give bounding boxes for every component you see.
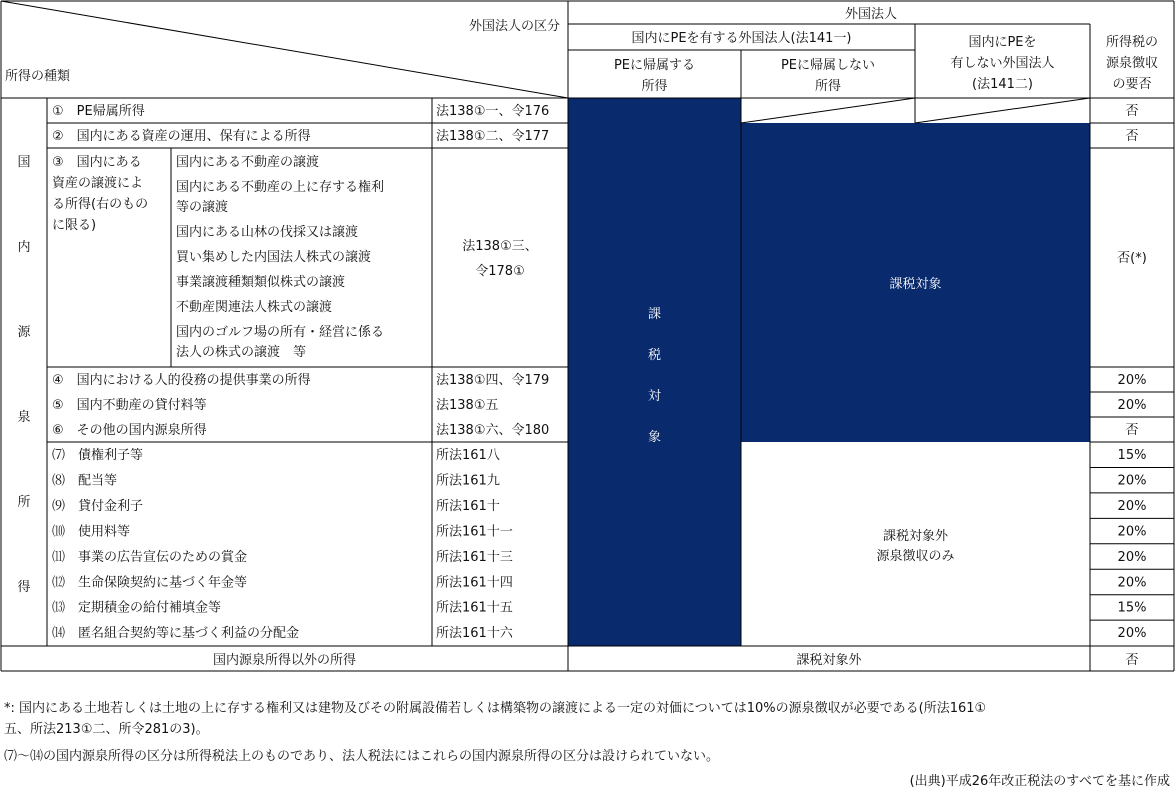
header-pe-nonattr-1: PEに帰属しない [780, 58, 876, 73]
side-label-2: 源 [17, 325, 31, 340]
row-law-mid-2: 法138①六、令180 [436, 423, 550, 438]
tax-block-label: 課税対象 [889, 277, 942, 292]
header-withholding-2: の要否 [1112, 77, 1152, 92]
row-wh-bottom-7: 20% [1117, 626, 1147, 642]
row-wh-bottom-3: 20% [1117, 524, 1147, 540]
header-no-pe-1: 有しない外国法人 [950, 56, 1055, 71]
side-label-1: 内 [17, 240, 31, 255]
row-label-bottom-6: ⒀ 定期積金の給付補填金等 [52, 600, 222, 616]
tax-vertical-1: 税 [647, 348, 662, 363]
row-label-bottom-0: ⑺ 債権利子等 [52, 448, 144, 463]
last-row-wh: 否 [1125, 653, 1139, 668]
header-withholding-1: 源泉徴収 [1105, 56, 1159, 71]
row3-label-0: ③ 国内にある [52, 155, 142, 170]
row-wh-mid-0: 20% [1117, 373, 1147, 388]
row3-item-6-0: 国内のゴルフ場の所有・経営に係る [176, 325, 385, 340]
row-law-bottom-7: 所法161十六 [436, 626, 513, 642]
row-label-top-1: ② 国内にある資産の運用、保有による所得 [52, 129, 311, 144]
row-law-bottom-6: 所法161十五 [436, 600, 513, 616]
row3-label-3: に限る) [52, 218, 97, 233]
side-label-3: 泉 [17, 410, 31, 425]
row3-item-6-1: 法人の株式の譲渡 等 [176, 345, 307, 360]
row-label-bottom-5: ⑿ 生命保険契約に基づく年金等 [52, 575, 248, 591]
row-law-mid-1: 法138①五 [436, 398, 499, 413]
row-wh-top-0: 否 [1125, 104, 1139, 119]
header-diagonal-bottom: 所得の種類 [5, 69, 71, 84]
row-wh-bottom-1: 20% [1117, 473, 1147, 489]
empty-diagonal-1 [741, 98, 915, 123]
tax-vertical-3: 象 [647, 430, 662, 445]
row-wh-bottom-4: 20% [1117, 549, 1147, 565]
table-fills [568, 98, 1090, 646]
row-law-bottom-4: 所法161十三 [436, 549, 513, 565]
row3-law-0: 法138①三、 [462, 239, 538, 254]
side-label-0: 国 [17, 155, 31, 170]
header-pe-attr-1: PEに帰属する [613, 58, 696, 73]
tax-vertical-0: 課 [647, 307, 662, 322]
header-pe-corp: 国内にPEを有する外国法人(法141一) [631, 31, 852, 46]
side-label-5: 得 [17, 580, 31, 595]
note-classification: ⑺～⒁の国内源泉所得の区分は所得税法上のものであり、法人税法にはこれらの国内源泉所得の区分は設けられていない。 [4, 749, 720, 764]
last-row-label: 国内源泉所得以外の所得 [212, 653, 357, 668]
header-foreign-corp: 外国法人 [844, 7, 898, 22]
note-asterisk-line2: 五、所法213①二、所令281の3)。 [4, 722, 209, 737]
row-law-bottom-0: 所法161八 [436, 448, 500, 463]
row-law-bottom-2: 所法161十 [436, 498, 500, 514]
last-row-tax: 課税対象外 [796, 653, 862, 668]
header-diagonal [1, 1, 568, 98]
header-withholding-0: 所得税の [1105, 35, 1159, 50]
row3-label-2: る所得(右のもの [52, 197, 149, 212]
row-label-bottom-2: ⑼ 貸付金利子 [52, 498, 144, 514]
withholding-only-2: 源泉徴収のみ [876, 549, 955, 564]
row3-wh: 否(*) [1117, 251, 1147, 266]
row-law-mid-0: 法138①四、令179 [436, 373, 550, 388]
row-label-bottom-3: ⑽ 使用料等 [52, 524, 131, 540]
row-label-mid-0: ④ 国内における人的役務の提供事業の所得 [52, 373, 311, 388]
row-label-top-0: ① PE帰属所得 [52, 104, 145, 119]
row-wh-bottom-0: 15% [1117, 448, 1147, 463]
row-label-mid-2: ⑥ その他の国内源泉所得 [52, 423, 207, 438]
source-credit: (出典)平成26年改正税法のすべてを基に作成 [909, 774, 1170, 789]
row3-law-1: 令178① [475, 264, 525, 279]
withholding-only-1: 課税対象外 [882, 529, 949, 544]
row-label-bottom-1: ⑻ 配当等 [52, 473, 118, 489]
header-no-pe-2: (法141二) [972, 77, 1033, 92]
row-label-mid-1: ⑤ 国内不動産の貸付料等 [52, 398, 207, 413]
row3-item-4-0: 事業譲渡種類類似株式の譲渡 [176, 275, 346, 290]
row-wh-bottom-5: 20% [1117, 575, 1147, 591]
row-label-bottom-7: ⒁ 匿名組合契約等に基づく利益の分配金 [52, 626, 300, 642]
row-law-top-0: 法138①一、令176 [436, 104, 550, 119]
header-diagonal-top: 外国法人の区分 [468, 19, 560, 34]
row-law-bottom-5: 所法161十四 [436, 575, 513, 591]
row3-item-0-0: 国内にある不動産の譲渡 [176, 155, 320, 170]
empty-diagonal-2 [915, 98, 1090, 123]
row-wh-mid-2: 否 [1125, 423, 1139, 438]
row-wh-bottom-6: 15% [1117, 600, 1147, 616]
header-no-pe-0: 国内にPEを [968, 35, 1037, 50]
row3-item-5-0: 不動産関連法人株式の譲渡 [176, 300, 333, 315]
row-label-bottom-4: ⑾ 事業の広告宣伝のための賞金 [52, 549, 248, 565]
header-pe-nonattr-2: 所得 [814, 79, 842, 94]
header-pe-attr-2: 所得 [641, 79, 668, 94]
row3-item-1-1: 等の譲渡 [176, 200, 229, 215]
row3-item-2-0: 国内にある山林の伐採又は譲渡 [176, 225, 359, 240]
note-asterisk-line1: *: 国内にある土地若しくは土地の上に存する権利又は建物及びその附属設備若しくは構築物の譲渡による一定の対価については10%の源泉徴収が必要である(所法161① [4, 701, 987, 716]
row-law-bottom-3: 所法161十一 [436, 524, 513, 540]
row-law-bottom-1: 所法161九 [436, 473, 500, 489]
tax-vertical-2: 対 [647, 389, 662, 404]
row-wh-mid-1: 20% [1117, 398, 1147, 413]
row-law-top-1: 法138①二、令177 [436, 129, 550, 144]
side-label-4: 所 [17, 495, 31, 510]
tax-fill-pe [568, 98, 741, 646]
row3-item-3-0: 買い集めした内国法人株式の譲渡 [176, 250, 372, 265]
row3-item-1-0: 国内にある不動産の上に存する権利 [176, 180, 385, 195]
row-wh-top-1: 否 [1125, 129, 1139, 144]
row3-label-1: 資産の譲渡によ [52, 176, 144, 191]
row-wh-bottom-2: 20% [1117, 498, 1147, 514]
